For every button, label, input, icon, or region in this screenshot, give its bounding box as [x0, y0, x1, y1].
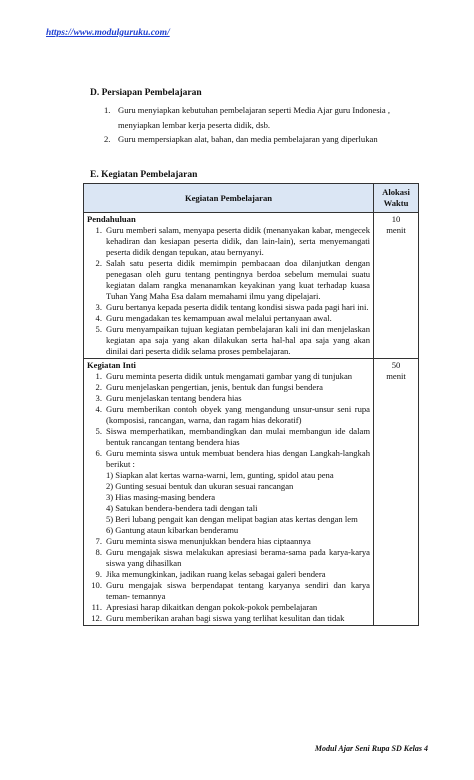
item-number: 3.: [95, 302, 102, 312]
list-item: [87, 324, 370, 357]
item-number: 9.: [95, 569, 102, 579]
pendahuluan-cell: [84, 213, 374, 359]
item-text: Guru mengajak siswa melakukan apresiasi berama-sama pada karya-karya siswa yang dihasilkan: [106, 547, 370, 568]
item-text: Siswa memperhatikan, membandingkan dan mulai membangun ide dalam bentuk rancangan tentang bendera hias: [106, 426, 370, 447]
item-text: Guru menyampaikan tujuan kegiatan pembelajaran kali ini dan menjelaskan kegiatan apa saja yang akan dilakukan serta hal-hal apa saja yang akan dinilai dari peserta didik selama proses pembelajaran.: [106, 324, 370, 356]
item-text: Guru memberi salam, menyapa peserta didik (menanyakan kabar, mengecek kehadiran dan kesiapan peserta didik, dan lain-lain), serta menyemangati peserta didik dengan tepukan, atau bernyanyi.: [106, 225, 370, 257]
item-number: 10.: [91, 580, 102, 590]
step-item: 2) Gunting sesuai bentuk dan ukuran sesuai rancangan: [106, 481, 294, 491]
time-value: 50: [391, 360, 401, 370]
item-number: 7.: [95, 536, 102, 546]
section-d-title: D. Persiapan Pembelajaran: [90, 88, 202, 98]
list-item: [87, 536, 370, 547]
item-text: Guru mengajak siswa berpendapat tentang karyanya sendiri dan karya teman- temannya: [106, 580, 370, 601]
list-item: 1. Guru menyiapkan kebutuhan pembelajaran seperti Media Ajar guru Indonesia , menyiapkan lembar kerja peserta didik, dsb.: [104, 105, 391, 130]
list-item: [87, 613, 370, 624]
phase-title: Pendahuluan: [87, 214, 136, 224]
list-item: [87, 258, 370, 302]
list-item: [87, 602, 370, 613]
phase-title: Kegiatan Inti: [87, 360, 136, 370]
pendahuluan-list: [87, 225, 370, 357]
item-number: 5.: [95, 324, 102, 334]
list-item: [87, 448, 370, 470]
header-url-link[interactable]: https://www.modulguruku.com/: [46, 28, 170, 38]
list-item: 2. Guru mempersiapkan alat, bahan, dan media pembelajaran yang diperlukan: [104, 134, 378, 144]
item-text: Jika memungkinkan, jadikan ruang kelas sebagai galeri bendera: [106, 569, 326, 579]
inti-list-a: [87, 371, 370, 470]
item-text: Apresiasi harap dikaitkan dengan pokok-pokok pembelajaran: [106, 602, 318, 612]
item-text: Guru memberikan contoh obyek yang mengandung unsur-unsur seni rupa (komposisi, rancangan, warna, dan ragam hias dekoratif): [106, 404, 370, 425]
list-item: [87, 580, 370, 602]
item-text: Guru menjelaskan pengertian, jenis, bentuk dan fungsi bendera: [106, 382, 323, 392]
item-text: Guru bertanya kepada peserta didik tentang kondisi siswa pada pagi hari ini.: [106, 302, 369, 312]
footer-text: Modul Ajar Seni Rupa SD Kelas 4: [314, 744, 428, 753]
section-d-list: [104, 103, 434, 147]
item-text: Guru memberikan arahan bagi siswa yang terlihat kesulitan dan tidak: [106, 613, 345, 623]
time-cell: [374, 213, 419, 359]
item-number: 4.: [95, 404, 102, 414]
time-unit: menit: [386, 225, 406, 235]
item-number: 3.: [95, 393, 102, 403]
item-number: 2.: [95, 382, 102, 392]
kegiatan-table: [83, 183, 419, 626]
table-row-pendahuluan: [84, 213, 419, 359]
list-item: [87, 393, 370, 404]
list-item: [87, 313, 370, 324]
item-text: Guru mengadakan tes kemampuan awal melalui pertanyaan awal.: [106, 313, 332, 323]
time-unit: menit: [386, 371, 406, 381]
list-item: [87, 404, 370, 426]
step-item: 5) Beri lubang pengait kan dengan melipat bagian atas kertas dengan lem: [106, 514, 358, 524]
list-item: [87, 547, 370, 569]
step-item: 4) Satukan bendera-bendera tadi dengan tali: [106, 503, 258, 513]
table-row-inti: [84, 359, 419, 626]
item-number: 12.: [91, 613, 102, 623]
step-item: 6) Gantung ataun kibarkan benderamu: [106, 525, 239, 535]
list-item: [87, 426, 370, 448]
header-activity: Kegiatan Pembelajaran: [84, 184, 374, 213]
item-number: 5.: [95, 426, 102, 436]
step-item: 1) Siapkan alat kertas warna-warni, lem, gunting, spidol atau pena: [106, 470, 334, 480]
list-item: [87, 382, 370, 393]
item-text: Guru meminta siswa untuk membuat bendera hias dengan Langkah-langkah berikut :: [106, 448, 370, 469]
time-value: 10: [391, 214, 401, 224]
inti-steps: [87, 470, 370, 536]
item-number: 2.: [95, 258, 102, 268]
item-number: 1.: [95, 225, 102, 235]
item-text: Salah satu peserta didik memimpin pembacaan doa dilanjutkan dengan penegasan oleh guru tentang pentingnya berdoa sebelum memulai suatu kegiatan dalam rangka menanamkan keyakinan yang kuat terhadap kuasa Tuhan Yang Maha Esa dalam memahami ilmu yang dipelajari.: [106, 258, 370, 301]
item-number: 6.: [95, 448, 102, 458]
item-text: Guru menjelaskan tentang bendera hias: [106, 393, 242, 403]
item-text: Guru meminta siswa menunjukkan bendera hias ciptaannya: [106, 536, 311, 546]
list-item: [87, 302, 370, 313]
list-item: [87, 371, 370, 382]
item-number: 1.: [95, 371, 102, 381]
header-time: Alokasi Waktu: [374, 184, 419, 213]
list-item: [87, 225, 370, 258]
section-e-title: E. Kegiatan Pembelajaran: [90, 170, 198, 180]
item-number: 4.: [95, 313, 102, 323]
inti-cell: [84, 359, 374, 626]
item-number: 8.: [95, 547, 102, 557]
inti-list-b: [87, 536, 370, 624]
list-item: [87, 569, 370, 580]
item-number: 11.: [91, 602, 102, 612]
item-text: Guru meminta peserta didik untuk mengamati gambar yang di tunjukan: [106, 371, 353, 381]
time-cell: [374, 359, 419, 626]
step-item: 3) Hias masing-masing bendera: [106, 492, 216, 502]
